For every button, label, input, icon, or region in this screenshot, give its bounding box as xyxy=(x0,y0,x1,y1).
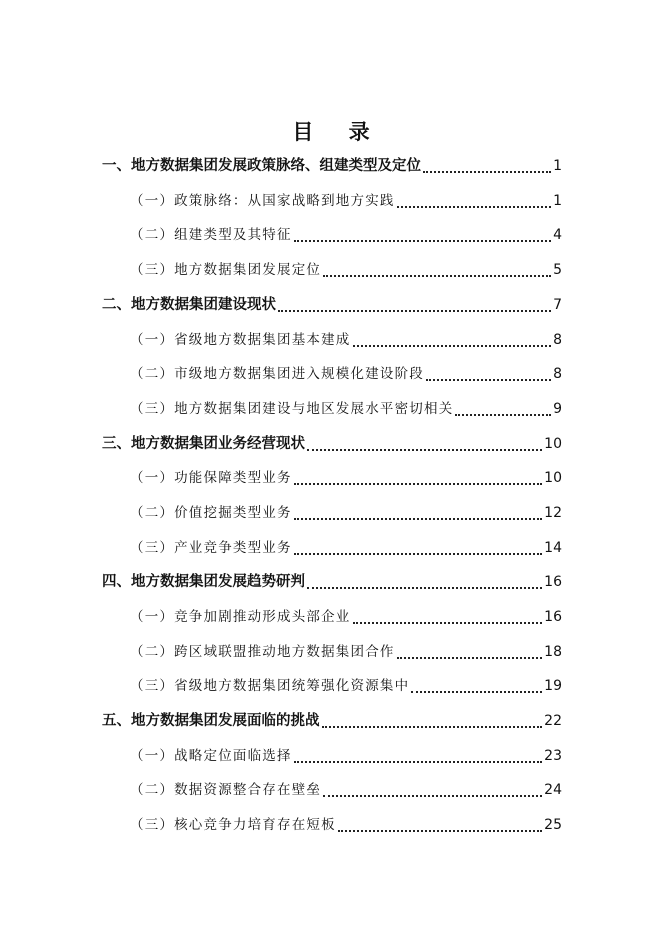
toc-entry-label: （三）产业竞争类型业务 xyxy=(130,540,292,556)
toc-entry-chapter-5[interactable] xyxy=(102,704,562,738)
toc-entry-page: 14 xyxy=(544,540,562,556)
dot-leader xyxy=(323,795,542,797)
toc-entry-section-1-1[interactable] xyxy=(130,184,562,218)
dot-leader xyxy=(353,622,543,624)
toc-entry-page: 19 xyxy=(544,678,562,694)
dot-leader xyxy=(307,449,542,451)
toc-entry-section-4-3[interactable] xyxy=(130,669,562,703)
dot-leader xyxy=(294,553,542,555)
toc-entry-section-4-1[interactable] xyxy=(130,600,562,634)
toc-entry-section-5-3[interactable] xyxy=(130,808,562,842)
toc-entry-chapter-1[interactable] xyxy=(102,149,562,183)
toc-entry-section-3-1[interactable] xyxy=(130,461,562,495)
dot-leader xyxy=(307,587,542,589)
toc-entry-page: 16 xyxy=(544,609,562,625)
toc-entry-page: 22 xyxy=(544,713,562,729)
toc-entry-page: 25 xyxy=(544,817,562,833)
toc-entry-label: （一）政策脉络：从国家战略到地方实践 xyxy=(130,193,395,209)
toc-entry-page: 1 xyxy=(553,158,562,174)
toc-entry-label: （三）地方数据集团发展定位 xyxy=(130,262,322,278)
dot-leader xyxy=(323,275,551,277)
dot-leader xyxy=(294,483,542,485)
toc-entry-label: 一、地方数据集团发展政策脉络、组建类型及定位 xyxy=(102,158,421,174)
toc-entry-section-4-2[interactable] xyxy=(130,635,562,669)
toc-entry-label: （一）省级地方数据集团基本建成 xyxy=(130,332,351,348)
toc-entry-section-1-3[interactable] xyxy=(130,253,562,287)
toc-entry-section-1-2[interactable] xyxy=(130,218,562,252)
dot-leader xyxy=(455,414,551,416)
toc-entry-section-3-2[interactable] xyxy=(130,496,562,530)
toc-entry-label: （一）竞争加剧推动形成头部企业 xyxy=(130,609,351,625)
dot-leader xyxy=(294,240,551,242)
toc-entry-page: 7 xyxy=(553,297,562,313)
toc-entry-page: 23 xyxy=(544,748,562,764)
toc-entry-page: 12 xyxy=(544,505,562,521)
toc-entry-label: 三、地方数据集团业务经营现状 xyxy=(102,436,305,452)
dot-leader xyxy=(397,657,543,659)
toc-entry-label: （二）市级地方数据集团进入规模化建设阶段 xyxy=(130,366,424,382)
dot-leader xyxy=(278,310,551,312)
dot-leader xyxy=(294,518,542,520)
dot-leader xyxy=(338,830,542,832)
dot-leader xyxy=(426,379,551,381)
toc-entry-page: 10 xyxy=(544,436,562,452)
toc-entry-label: （二）价值挖掘类型业务 xyxy=(130,505,292,521)
dot-leader xyxy=(353,345,552,347)
toc-entry-label: 四、地方数据集团发展趋势研判 xyxy=(102,574,305,590)
toc-entry-label: （二）组建类型及其特征 xyxy=(130,227,292,243)
toc-entry-page: 4 xyxy=(553,227,562,243)
toc-entry-page: 8 xyxy=(553,332,562,348)
toc-entry-label: （一）功能保障类型业务 xyxy=(130,470,292,486)
toc-entry-section-2-1[interactable] xyxy=(130,323,562,357)
toc-entry-label: （二）跨区域联盟推动地方数据集团合作 xyxy=(130,644,395,660)
toc-entry-label: 五、地方数据集团发展面临的挑战 xyxy=(102,713,320,729)
toc-entry-label: （一）战略定位面临选择 xyxy=(130,748,292,764)
toc-entry-page: 5 xyxy=(553,262,562,278)
toc-entry-page: 10 xyxy=(544,470,562,486)
dot-leader xyxy=(423,171,551,173)
toc-entry-page: 16 xyxy=(544,574,562,590)
toc-entry-page: 8 xyxy=(553,366,562,382)
page-title: 目 录 xyxy=(292,120,384,144)
toc-entry-chapter-3[interactable] xyxy=(102,427,562,461)
toc-entry-section-5-2[interactable] xyxy=(130,773,562,807)
toc-entry-page: 1 xyxy=(553,193,562,209)
toc-entry-label: （三）省级地方数据集团统筹强化资源集中 xyxy=(130,678,410,694)
dot-leader xyxy=(294,761,542,763)
toc-entry-section-5-1[interactable] xyxy=(130,739,562,773)
toc-entry-chapter-2[interactable] xyxy=(102,288,562,322)
toc-entry-section-2-3[interactable] xyxy=(130,392,562,426)
toc-entry-label: （二）数据资源整合存在壁垒 xyxy=(130,782,322,798)
dot-leader xyxy=(411,691,542,693)
toc-entry-label: （三）地方数据集团建设与地区发展水平密切相关 xyxy=(130,401,454,417)
toc-entry-section-2-2[interactable] xyxy=(130,357,562,391)
dot-leader xyxy=(322,726,543,728)
toc-entry-section-3-3[interactable] xyxy=(130,531,562,565)
toc-entry-page: 9 xyxy=(553,401,562,417)
toc-entry-page: 18 xyxy=(544,644,562,660)
toc-entry-label: 二、地方数据集团建设现状 xyxy=(102,297,276,313)
toc-entry-chapter-4[interactable] xyxy=(102,565,562,599)
dot-leader xyxy=(397,206,551,208)
toc-entry-page: 24 xyxy=(544,782,562,798)
toc-entry-label: （三）核心竞争力培育存在短板 xyxy=(130,817,336,833)
